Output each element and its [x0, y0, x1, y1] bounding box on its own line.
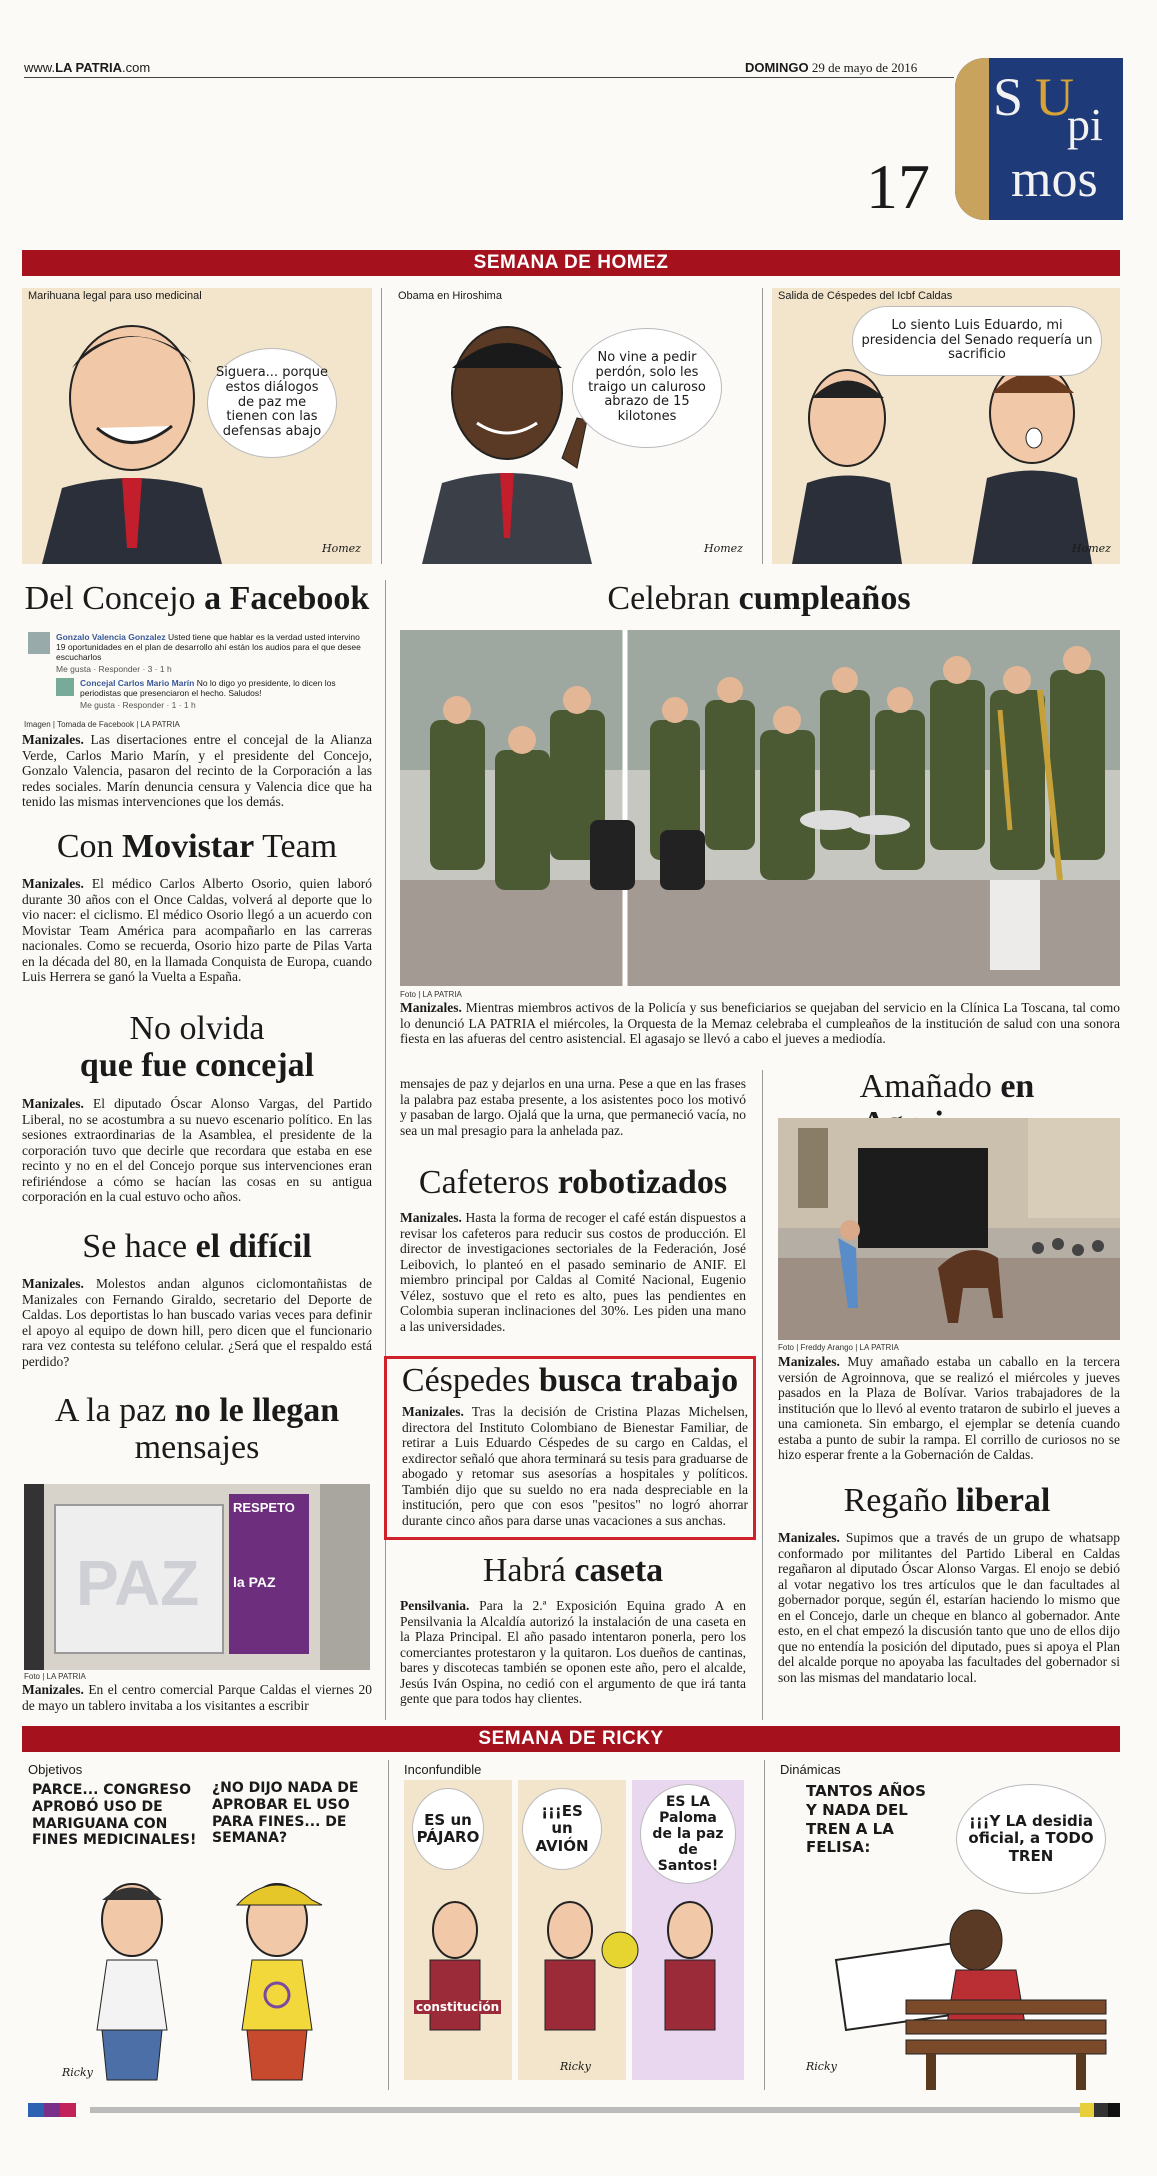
- registration-swatch: [28, 2103, 44, 2117]
- speech-bubble: ES un PÁJARO: [412, 1788, 484, 1870]
- speech-text: PARCE... CONGRESO APROBÓ USO DE MARIGUANA CON FINES MEDICINALES!: [32, 1782, 197, 1849]
- cartoonist-signature: Ricky: [806, 2060, 837, 2073]
- headline-agroinnova: Amañado en: [859, 1068, 1035, 1105]
- registration-swatch: [1094, 2103, 1108, 2117]
- horse-illustration: [778, 1118, 1120, 1340]
- homez-cartoon-2: [392, 288, 752, 564]
- headline-paz: A la paz no le llegan mensajes: [54, 1392, 340, 1467]
- article-paz-continued: mensajes de paz y dejarlos en una urna. Pese a que en las frases la palabra paz estaba presente, a los asistentes poco los motivó y pasaban de largo. Ojalá que la urna, que permaneció vacía, no sea un mal presagio para la anhelada paz.: [400, 1076, 746, 1138]
- speech-bubble: Siguera... porque estos diálogos de paz me tienen con las defensas abajo: [207, 348, 337, 458]
- speech-bubble: Lo siento Luis Eduardo, mi presidencia del Senado requería un sacrificio: [852, 306, 1102, 376]
- paz-poster: [229, 1494, 309, 1654]
- logo-stripe: [955, 58, 989, 220]
- cartoonist-signature: Homez: [704, 542, 743, 555]
- ricky-cartoon-2: [400, 1760, 750, 2090]
- ricky-cartoon-1: [22, 1760, 372, 2090]
- image-credit: Foto | Freddy Arango | LA PATRIA: [778, 1343, 899, 1352]
- photo-police-orchestra: [400, 630, 1120, 986]
- page-number: 17: [866, 151, 930, 222]
- paz-whiteboard: [54, 1504, 224, 1654]
- supimos-section-logo: [955, 58, 1123, 220]
- site-url[interactable]: www.LA PATRIA.com: [24, 60, 151, 75]
- facebook-comment-1: Gonzalo Valencia Gonzalez Usted tiene que hablar es la verdad usted intervino 19 oportunidades en el plan de desarrollo ahí están los audios para el que desee escucharlos: [28, 632, 368, 662]
- homez-banner: SEMANA DE HOMEZ: [22, 250, 1120, 276]
- article-facebook-body: Manizales. Las disertaciones entre el concejal de la Alianza Verde, Carlos Mario Marín, y el presidente del Concejo, Gonzalo Valencia, pasaron del recinto de la Corporación a las redes sociales. Marín denuncia censura y Valencia dice que ha tenido las mismas intervenciones que los demás.: [22, 732, 372, 809]
- speech-bubble: ES LA Paloma de la paz de Santos!: [640, 1784, 736, 1884]
- article-regano-body: Manizales. Supimos que a través de un grupo de whatsapp conformado por militantes del Partido Liberal en Caldas regañaron al diputado Óscar Alonso Vargas. El enojo se debió al votar negativo los tres artículos que le dan facultades al gobernador porque, según él, estarían haciendo lo mismo que en el Concejo, darle un cheque en blanco al gobernador. Ante esto, en el chat empezó la discusión tanto que uno de ellos dijo que no entendía la posición del diputado, pues si apoya el Plan del alcalde porque no apoyaba las facultades del gobernador si son las mismas del mandatario local.: [778, 1530, 1120, 1685]
- cartoon-caption: Marihuana legal para uso medicinal: [28, 290, 202, 302]
- speech-bubble: No vine a pedir perdón, solo les traigo un caluroso abrazo de 15 kilotones: [572, 328, 722, 448]
- cartoon-drawing: [22, 1880, 372, 2090]
- homez-cartoon-1: [22, 288, 372, 564]
- column-rule: [381, 288, 382, 564]
- registration-swatch: [1080, 2103, 1094, 2117]
- poster-text: la PAZ: [233, 1574, 276, 1590]
- column-rule: [385, 580, 386, 1720]
- column-rule: [764, 1760, 765, 2090]
- cartoonist-signature: Ricky: [62, 2066, 93, 2079]
- article-cumpleanos-body: Manizales. Mientras miembros activos de la Policía y sus beneficiarios se quejaban del servicio en la Clínica La Toscana, tal como lo denunció LA PATRIA el miércoles, la Orquesta de la Memaz celebraba el cumpleaños de la institución de salud con una sonora fiesta en las afueras del centro asistencial. El agasajo se llevó a cabo el jueves a mediodía.: [400, 1000, 1120, 1046]
- facebook-comments: [28, 632, 368, 710]
- poster-text: RESPETO: [233, 1500, 295, 1515]
- article-cespedes-body: Manizales. Tras la decisión de Cristina Plazas Michelsen, directora del Instituto Colombiano de Bienestar Familiar, de retirar a Luis Eduardo Céspedes de su cargo en Caldas, el exdirector señaló que ahora terminará su tesis para graduarse de abogado y retomar sus asesorías a hospitales y políticos. También dijo que su sueldo no era nada despreciable en la institución, pero que con esos "pesitos" no logró ahorrar durante cinco años para darse unas vacaciones a sus anchas.: [402, 1404, 748, 1528]
- cartoonist-signature: Ricky: [560, 2060, 591, 2073]
- headline-cumpleanos: Celebran cumpleaños: [607, 580, 911, 617]
- headline-cafeteros: Cafeteros robotizados: [418, 1164, 728, 1201]
- registration-swatch: [60, 2103, 76, 2117]
- headline-regano: Regaño liberal: [843, 1482, 1051, 1519]
- facebook-comment-2: Concejal Carlos Mario Marín No lo digo yo presidente, lo dicen los periodistas que presenciaron el hecho. Saludos!: [56, 678, 368, 698]
- paz-word: PAZ: [76, 1547, 200, 1619]
- article-paz-body: Manizales. En el centro comercial Parque Caldas el viernes 20 de mayo un tablero invitaba a los visitantes a escribir: [22, 1682, 372, 1713]
- cartoonist-signature: Homez: [322, 542, 361, 555]
- header-rule: [24, 77, 954, 78]
- image-credit: Foto | LA PATRIA: [24, 1672, 86, 1681]
- article-concejal-body: Manizales. El diputado Óscar Alonso Vargas, del Partido Liberal, no se acostumbra a su nuevo escenario político. En las sesiones extraordinarias de la Asamblea, el presidente de la corporación tuvo que decirle que recordara que estaba en ese recinto y no en el del Concejo porque sus intervenciones eran refiriéndose a cómo se hacían las cosas en su antigua corporación en la cual estuvo ocho años.: [22, 1096, 372, 1204]
- photo-paz-board: [24, 1484, 370, 1670]
- article-dificil-body: Manizales. Molestos andan algunos ciclomontañistas de Manizales con Fernando Giraldo, secretario del Deporte de Caldas. Los deportistas lo han buscado varias veces para definir el apoyo al equipo de down hill, pero dicen que el funcionario rara vez contesta su teléfono celular. ¿Será que el respaldo está perdido?: [22, 1276, 372, 1369]
- article-cafeteros-body: Manizales. Hasta la forma de recoger el café están dispuestos a revisar los cafeteros para reducir sus costos de producción. El director de investigaciones sectoriales de la Federación, José Leibovich, lo planteó en el pasado seminario de ANIF. El miembro principal por Caldas al Comité Nacional, Eugenio Vélez, sostuvo que el reto es alto, pues las pendientes en Colombia superan inclinaciones del 30%. Les piden una mano a las universidades.: [400, 1210, 746, 1334]
- column-rule: [762, 1070, 763, 1720]
- column-rule: [388, 1760, 389, 2090]
- photo-pillar-right: [320, 1484, 370, 1670]
- photo-horse-agroinnova: [778, 1118, 1120, 1340]
- headline-cespedes: Céspedes busca trabajo: [401, 1362, 739, 1399]
- registration-swatch: [1108, 2103, 1120, 2117]
- logo-letters-pi: pi: [1067, 99, 1103, 150]
- article-agroinnova-body: Manizales. Muy amañado estaba un caballo en la tercera versión de Agroinnova, que se realizó el miércoles y jueves pasados en la Plaza de Bolívar. Varios trabajadores de la institución que lo llevó al evento trataron de subirlo el jueves a una camioneta. Sin embargo, el ejemplar se detenía cuando estaba a punto de subir la rampa. El corrillo de curiosos no se hizo esperar frente a la Gobernación de Caldas.: [778, 1354, 1120, 1462]
- ricky-cartoon-3: [776, 1760, 1120, 2090]
- cartoon-caption: Salida de Céspedes del Icbf Caldas: [778, 290, 953, 302]
- image-credit: Imagen | Tomada de Facebook | LA PATRIA: [24, 720, 180, 729]
- avatar: [56, 678, 74, 696]
- article-caseta-body: Pensilvania. Para la 2.ª Exposición Equina grado A en Pensilvania la Alcaldía autorizó la instalación de una caseta en la Plaza Principal. El año pasado intentaron ponerla, pero los comerciantes protestaron y la quitaron. Los dueños de cantinas, bares y discotecas también se oponen este año, pero el alcalde, Jesús Iván Ospina, no cedió con el argumento de que irá tanta gente que para todos hay clientes.: [400, 1598, 746, 1706]
- cartoon-caption: Dinámicas: [780, 1762, 841, 1777]
- logo-letter-u: U: [1035, 67, 1074, 127]
- cartoon-caption: Objetivos: [28, 1762, 83, 1777]
- headline-caseta: Habrá caseta: [482, 1552, 664, 1589]
- comment-actions[interactable]: Me gusta · Responder · 3 · 1 h: [56, 664, 172, 674]
- avatar: [28, 632, 50, 654]
- cartoonist-signature: Homez: [1072, 542, 1111, 555]
- speech-bubble: ¡¡¡Y LA desidia oficial, a TODO TREN: [956, 1784, 1106, 1894]
- headline-facebook: Del Concejo a Facebook: [24, 580, 370, 617]
- logo-letter-s: S: [993, 67, 1024, 127]
- ricky-banner: SEMANA DE RICKY: [22, 1726, 1120, 1752]
- issue-date: DOMINGO 29 de mayo de 2016: [745, 60, 918, 75]
- registration-swatch: [44, 2103, 60, 2117]
- photo-pillar-left: [24, 1484, 44, 1670]
- comment-actions[interactable]: Me gusta · Responder · 1 · 1 h: [80, 700, 196, 710]
- speech-text: TANTOS AÑOS Y NADA DEL TREN A LA FELISA:: [806, 1782, 926, 1857]
- column-rule: [762, 288, 763, 564]
- orchestra-illustration: [400, 630, 1120, 986]
- shirt-label: constitución: [416, 2000, 500, 2014]
- homez-cartoon-3: [772, 288, 1120, 564]
- registration-strip: [90, 2107, 1080, 2113]
- headline-movistar: Con Movistar Team: [56, 828, 338, 865]
- cartoon-caption: Obama en Hiroshima: [398, 290, 502, 302]
- logo-letters-mos: mos: [1011, 151, 1098, 208]
- image-credit: Foto | LA PATRIA: [400, 990, 462, 999]
- speech-bubble: ¡¡¡ES un AVIÓN: [522, 1788, 602, 1870]
- headline-dificil: Se hace el difícil: [82, 1228, 312, 1265]
- speech-text: ¿NO DIJO NADA DE APROBAR EL USO PARA FINES... DE SEMANA?: [212, 1780, 359, 1847]
- cartoon-caption: Inconfundible: [404, 1762, 482, 1777]
- article-movistar-body: Manizales. El médico Carlos Alberto Osorio, quien laboró durante 30 años con el Once Caldas, volverá al deporte que lo vio nacer: el ciclismo. El médico Osorio llegó a un acuerdo con Movistar Team América para acompañarlo en las carreras nacionales. Como se recuerda, Osorio hizo parte de Pilas Varta en la década del 80, en la llamada Conquista de Europa, cuando Luis Herrera se ganó la Vuelta a España.: [22, 876, 372, 984]
- headline-concejal: No olvida que fue concejal: [79, 1010, 315, 1085]
